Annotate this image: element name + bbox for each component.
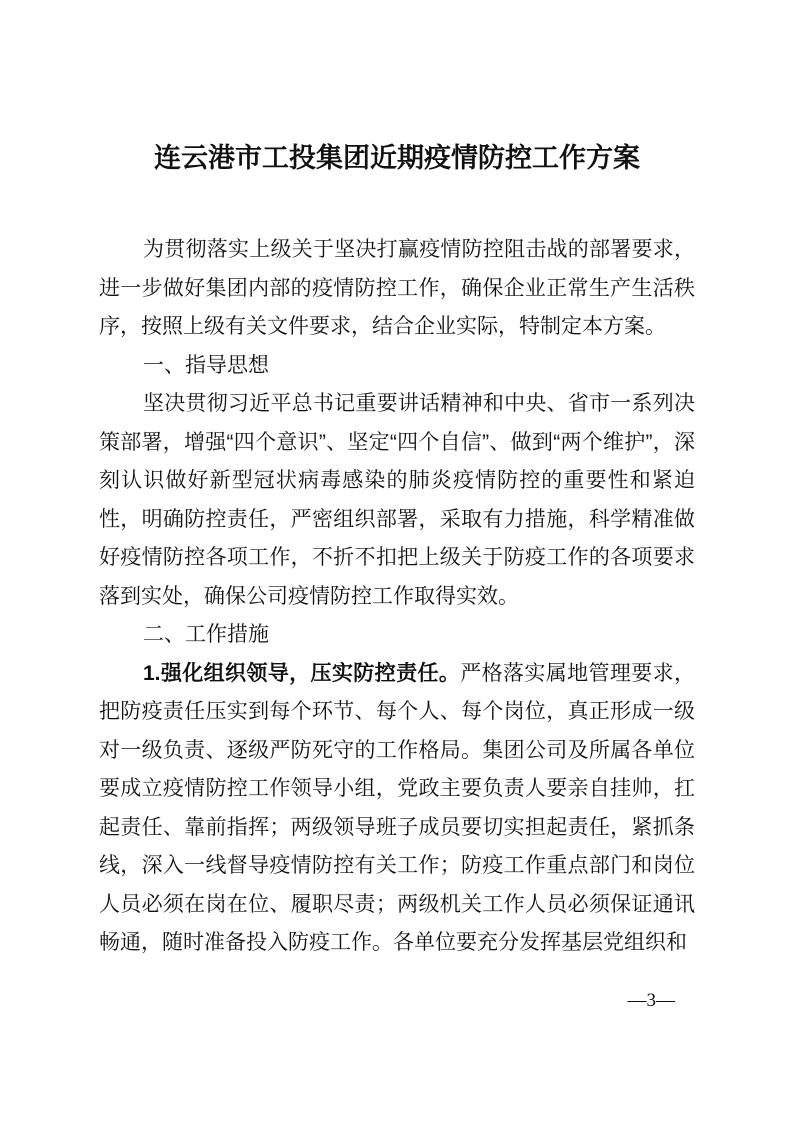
page-number: —3— (627, 990, 675, 1011)
document-title: 连云港市工投集团近期疫情防控工作方案 (154, 143, 640, 173)
document-body (99, 231, 695, 963)
section-heading-work-measures: 二、工作措施 (143, 623, 269, 646)
paragraph-measure-1 (99, 655, 695, 963)
paragraph-intro: 为贯彻落实上级关于坚决打赢疫情防控阻击战的部署要求，进一步做好集团内部的疫情防控工作，确保企业正常生产生活秩序，按照上级有关文件要求，结合企业实际，特制定本方案。 (99, 238, 695, 338)
paragraph-guiding-thought: 坚决贯彻习近平总书记重要讲话精神和中央、省市一系列决策部署，增强“四个意识”、坚定“四个自信”、做到“两个维护”，深刻认识做好新型冠状病毒感染的肺炎疫情防控的重要性和紧迫性，明确防控责任，严密组织部署，采取有力措施，科学精准做好疫情防控各项工作，不折不扣把上级关于防疫工作的各项要求落到实处，确保公司疫情防控工作取得实效。 (99, 392, 695, 608)
measure-1-lead: 1.强化组织领导，压实防控责任。 (143, 661, 461, 685)
measure-1-text: 严格落实属地管理要求，把防疫责任压实到每个环节、每个人、每个岗位，真正形成一级对一级负责、逐级严防死守的工作格局。集团公司及所属各单位要成立疫情防控工作领导小组，党政主要负责人要亲自挂帅，扛起责任、靠前指挥；两级领导班子成员要切实担起责任，紧抓条线，深入一线督导疫情防控有关工作；防疫工作重点部门和岗位人员必须在岗在位、履职尽责；两级机关工作人员必须保证通讯畅通，随时准备投入防疫工作。各单位要充分发挥基层党组织和 (99, 661, 695, 954)
section-heading-guiding-thought: 一、指导思想 (143, 353, 269, 377)
